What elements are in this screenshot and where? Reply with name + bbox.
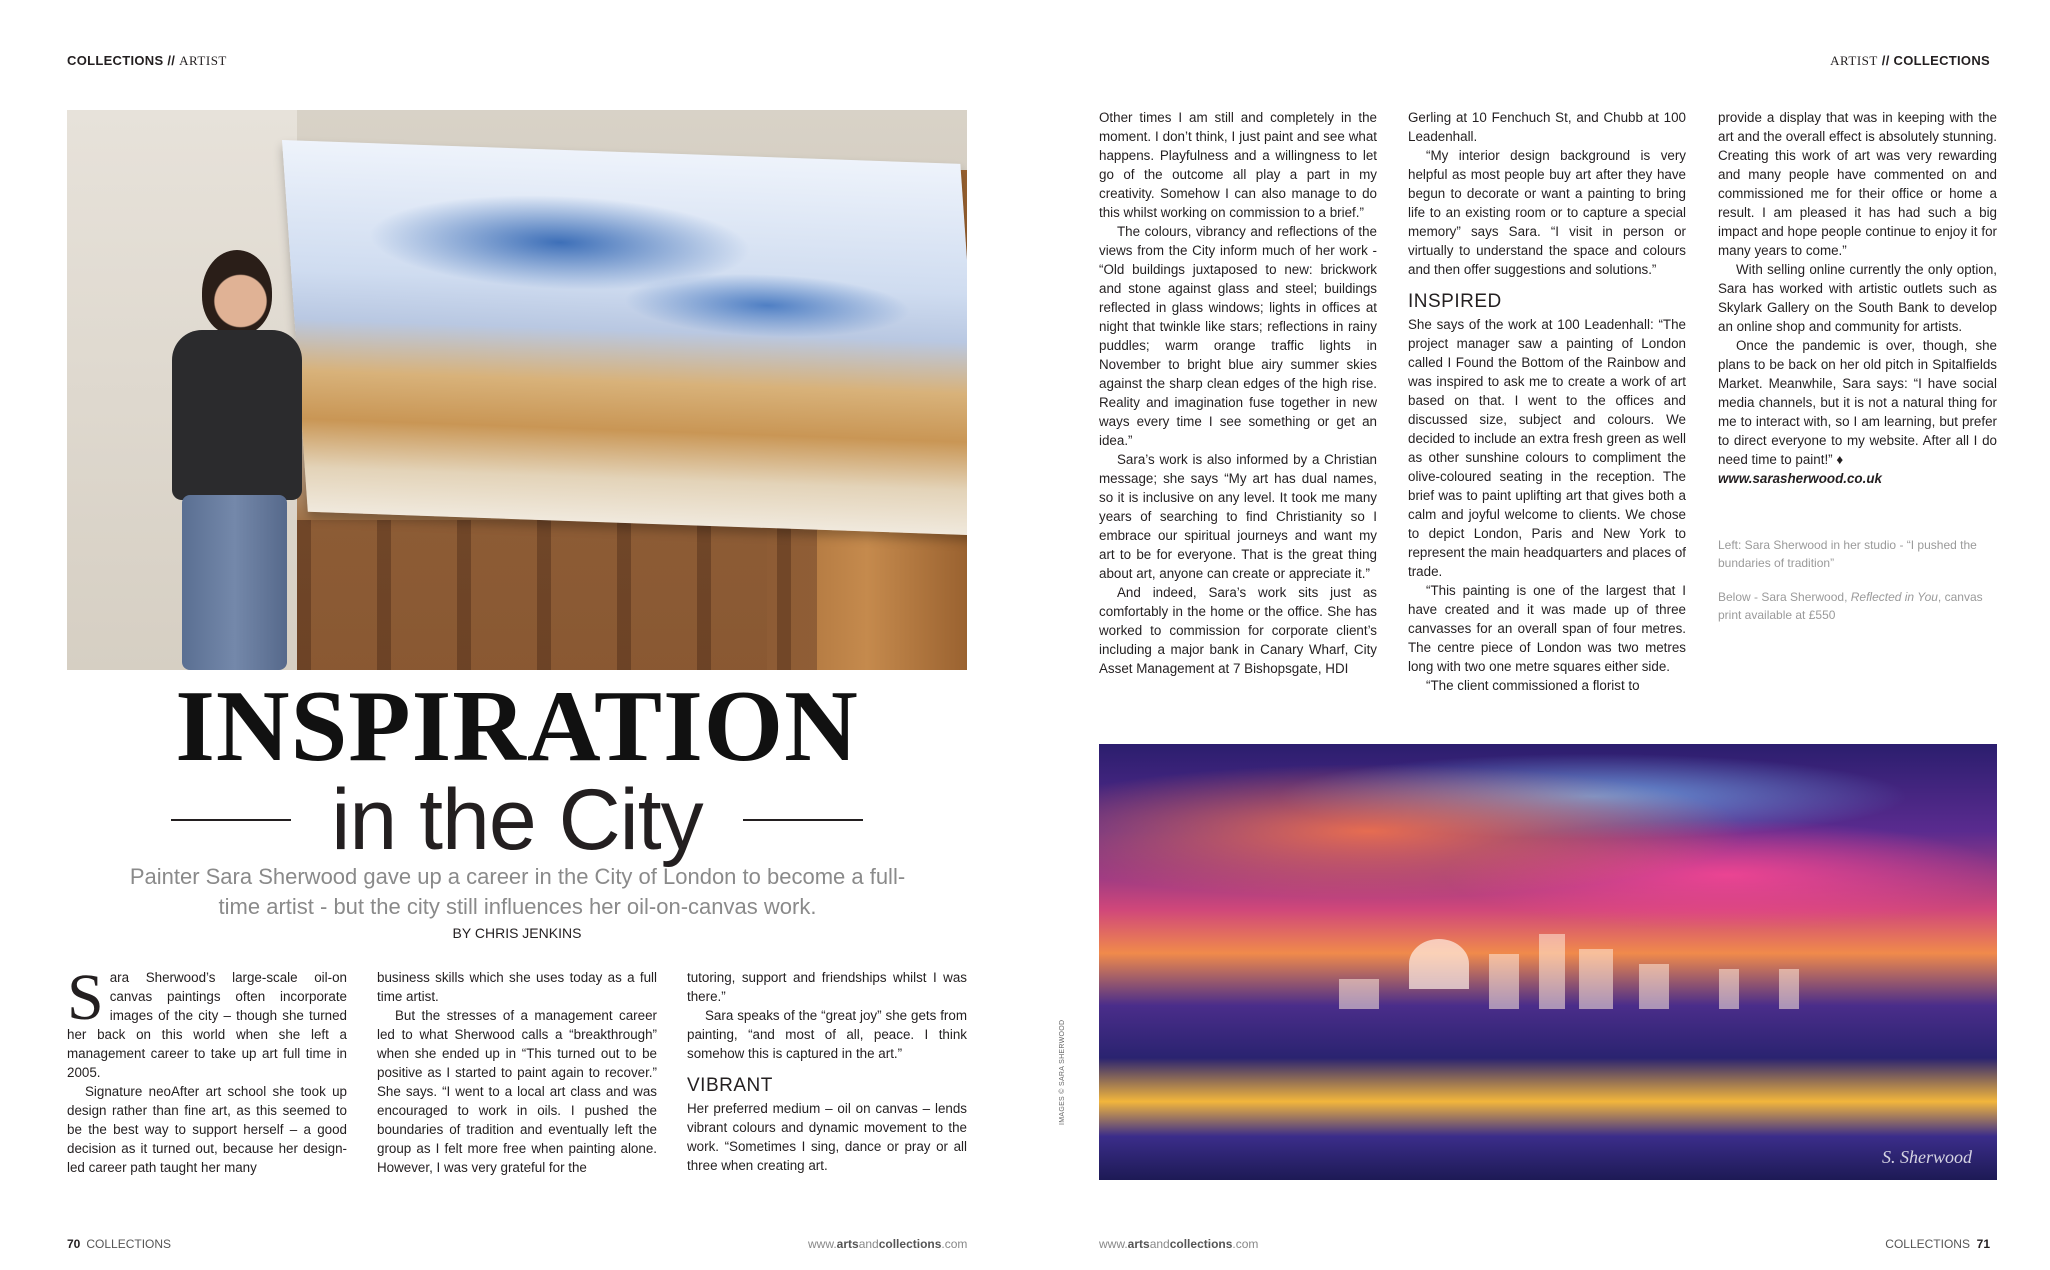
paragraph: “This painting is one of the largest that I have created and it was made up of three canvasses for an overall span of four metres. The centre piece of London was two metres long with two one metre squares either side. <box>1408 583 1686 674</box>
paragraph: Once the pandemic is over, though, she plans to be back on her old pitch in Spitalfields Market. Meanwhile, Sara says: “I have social media channels, but it is not a natural thing for me to interact with, so I am learning, but prefer to direct everyone to my website. After all I do need time to paint!” ♦ <box>1718 338 1997 467</box>
url-part: www. <box>808 1237 837 1251</box>
artist-torso <box>172 330 302 500</box>
caption-text: , canvas print available at £550 <box>1718 590 1983 622</box>
paragraph: With selling online currently the only option, Sara has worked with artistic outlets such as Skylark Gallery on the South Bank to develop an online shop and community for artists. <box>1718 262 1997 334</box>
city-skyline <box>1339 929 1819 1009</box>
artist-signature: S. Sherwood <box>1882 1147 1972 1167</box>
section-separator: // <box>167 53 176 68</box>
image-credit: IMAGES © SARA SHERWOOD <box>1059 1019 1066 1125</box>
paragraph: Sara’s work is also informed by a Christian message; she says “My art has dual names, so it is inclusive on any level. It took me many years of searching to find Christianity so I embrace our spiritual journeys and want my art to be for everyone. That is the great thing about art, anyone can create or appreciate it.” <box>1099 452 1377 581</box>
building <box>1489 954 1519 1009</box>
city-painting <box>1099 744 1997 1180</box>
paragraph: Gerling at 10 Fenchuch St, and Chubb at 100 Leadenhall. <box>1408 110 1686 144</box>
url-part: www. <box>1099 1237 1128 1251</box>
paragraph: tutoring, support and friendships whilst I was there.” <box>687 970 967 1004</box>
easel <box>297 520 817 670</box>
caption-below-photo <box>1718 588 1997 624</box>
footer-left <box>67 1237 171 1251</box>
paragraph: Her preferred medium – oil on canvas – lends vibrant colours and dynamic movement to the work. “Sometimes I sing, dance or pray or all three when creating art. <box>687 1101 967 1173</box>
paragraph: business skills which she uses today as a full time artist. <box>377 970 657 1004</box>
subhead-row <box>67 770 967 870</box>
subsection-label: ARTIST <box>179 53 227 68</box>
bridge-tower <box>1719 969 1739 1009</box>
footer-label: COLLECTIONS <box>1885 1237 1970 1251</box>
url-part: .com <box>1232 1237 1259 1251</box>
byline: BY CHRIS JENKINS <box>452 925 582 941</box>
crosshead-vibrant: VIBRANT <box>687 1075 773 1096</box>
running-head-left <box>67 53 227 69</box>
paragraph: She says of the work at 100 Leadenhall: “The project manager saw a painting of London called I Found the Bottom of the Rainbow and was inspired to ask me to create a work of art based on that. I went to the offices and discussed size, subject and colours. We decided to include an extra fresh green as well as other sunshine colours to compliment the olive-coloured seating in the reception. The brief was to paint uplifting art that gives both a calm and joyful welcome to clients. We chose to depict London, Paris and New York to represent the main headquarters and places of trade. <box>1408 317 1686 579</box>
running-head-right <box>1830 53 1990 69</box>
artist-head <box>202 250 272 335</box>
footer-label: COLLECTIONS <box>86 1237 172 1251</box>
page-number: 70 <box>67 1237 81 1251</box>
body-column-5 <box>1408 108 1686 695</box>
url-part: arts <box>836 1237 859 1251</box>
paragraph: The colours, vibrancy and reflections of the views from the City inform much of her work - “Old buildings juxtaposed to new: brickwork and stone against glass and steel; buildings reflected in glass windows; lights in offices at night that twinkle like stars; reflections in rainy puddles; warm orange traffic lights in November to bright blue airy summer skies against the sharp clean edges of the high rise. Reality and imagination fuse together in new ways every time I see something or get an idea.” <box>1099 224 1377 448</box>
paragraph: And indeed, Sara’s work sits just as comfortably in the home or the office. She has worked to commission for corporate client’s including a major bank in Canary Wharf, City Asset Management at 7 Bishopsgate, HDI <box>1099 585 1377 676</box>
body-column-4 <box>1099 108 1377 678</box>
caption-artwork-title: Reflected in You <box>1850 590 1938 604</box>
url-part: and <box>1149 1237 1170 1251</box>
body-column-2 <box>377 968 657 1177</box>
crosshead-inspired: INSPIRED <box>1408 291 1502 312</box>
section-separator: // <box>1881 53 1890 68</box>
paragraph: provide a display that was in keeping with the art and the overall effect is absolutely stunning. Creating this work of art was very rewarding and many people have commented on and commissioned me for their office or home a result. I am pleased it has had such a big impact and hope people continue to enjoy it for many years to come.” <box>1718 110 1997 258</box>
paragraph: But the stresses of a management career led to what Sherwood calls a “breakthrough” when she ended up in “This turned out to be positive as I started to paint again to recover.” She says. “I went to a local art class and was encouraged to work in oils. I pushed the boundaries of tradition and eventually left the group as I felt more free when painting alone. However, I was very grateful for the <box>377 1008 657 1175</box>
subhead: in the City <box>331 772 703 868</box>
artist-figure <box>162 250 312 670</box>
page-number: 71 <box>1976 1237 1990 1251</box>
building <box>1639 964 1669 1009</box>
cathedral-dome <box>1409 939 1469 989</box>
landscape-canvas <box>282 140 967 536</box>
paragraph: “The client commissioned a florist to <box>1426 678 1640 693</box>
subhead-rule-right <box>743 819 863 821</box>
building <box>1579 949 1613 1009</box>
body-column-3 <box>687 968 967 1175</box>
caption-left-photo: Left: Sara Sherwood in her studio - “I pushed the bundaries of tradition” <box>1718 538 1977 570</box>
paragraph: Sara speaks of the “great joy” she gets from painting, “and most of all, peace. I think somehow this is captured in the art.” <box>687 1008 967 1061</box>
subsection-label: ARTIST <box>1830 53 1878 68</box>
studio-photo <box>67 110 967 670</box>
paragraph: “My interior design background is very helpful as most people buy art after they have begun to decorate or want a painting to bring life to an existing room or to capture a special memory” says Sara. “I visit in person or virtually to understand the space and colours and then offer suggestions and solutions.” <box>1408 148 1686 277</box>
footer-right <box>1885 1237 1990 1251</box>
body-column-6 <box>1718 108 1997 488</box>
footer-url-right[interactable] <box>1099 1237 1258 1251</box>
headline: INSPIRATION <box>175 670 859 783</box>
url-part: arts <box>1127 1237 1150 1251</box>
footer-url-left[interactable] <box>808 1237 967 1251</box>
subhead-rule-left <box>171 819 291 821</box>
section-label: COLLECTIONS <box>67 53 164 68</box>
building <box>1339 979 1379 1009</box>
paragraph: ara Sherwood’s large-scale oil-on canvas paintings often incorporate images of the city – though she turned her back on this world when she left a management career to take up art full time in 2005. <box>67 970 347 1080</box>
caption-text: Below - Sara Sherwood, <box>1718 590 1851 604</box>
url-part: collections <box>878 1237 942 1251</box>
body-column-1 <box>67 961 347 1177</box>
url-part: collections <box>1169 1237 1233 1251</box>
building <box>1539 934 1565 1009</box>
url-part: .com <box>941 1237 968 1251</box>
artist-legs <box>182 495 287 670</box>
section-label: COLLECTIONS <box>1893 53 1990 68</box>
standfirst: Painter Sara Sherwood gave up a career in the City of London to become a full-time artist - but the city still influences her oil-on-canvas work. <box>129 864 906 919</box>
url-part: and <box>858 1237 879 1251</box>
bridge-tower <box>1779 969 1799 1009</box>
paragraph: Other times I am still and completely in the moment. I don’t think, I just paint and see what happens. Playfulness and a willingness to let go of the outcome all play a part in my creativity. Somehow I can also manage to do this whilst working on commission to a brief.” <box>1099 110 1377 220</box>
artist-website-link[interactable]: www.sarasherwood.co.uk <box>1718 471 1882 486</box>
drop-cap: S <box>67 961 104 1034</box>
paragraph: Signature neoAfter art school she took up design rather than fine art, as this seemed to be the best way to support herself – a good decision as it turned out, because her design-led career path taught her many <box>67 1084 347 1175</box>
